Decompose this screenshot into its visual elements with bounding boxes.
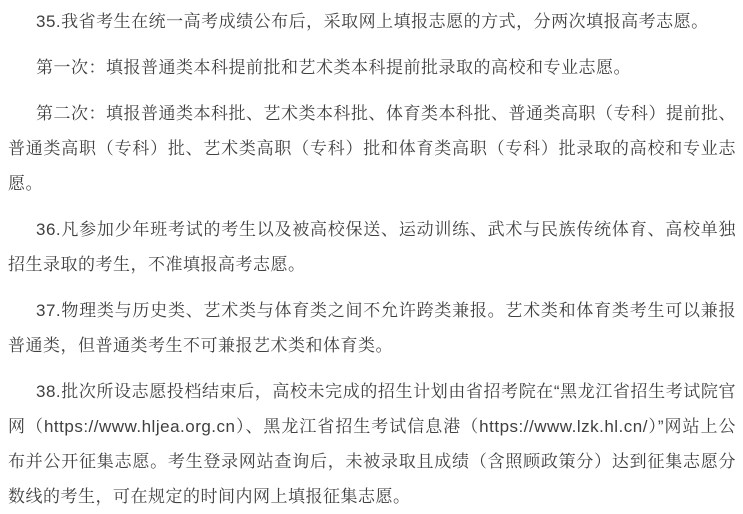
paragraph-first-round: 第一次：填报普通类本科提前批和艺术类本科提前批录取的高校和专业志愿。 [36, 58, 631, 77]
paragraph-item-37: 37.物理类与历史类、艺术类与体育类之间不允许跨类兼报。艺术类和体育类考生可以兼报普通类，但普通类考生不可兼报艺术类和体育类。 [8, 301, 736, 355]
paragraph-second-round: 第二次：填报普通类本科批、艺术类本科批、体育类本科批、普通类高职（专科）提前批、普通类高职（专科）批、艺术类高职（专科）批和体育类高职（专科）批录取的高校和专业志愿。 [8, 104, 736, 193]
paragraph-item-36: 36.凡参加少年班考试的考生以及被高校保送、运动训练、武术与民族传统体育、高校单独招生录取的考生，不准填报高考志愿。 [8, 220, 736, 274]
paragraph-item-35: 35.我省考生在统一高考成绩公布后，采取网上填报志愿的方式，分两次填报高考志愿。 [36, 12, 709, 31]
paragraph-item-38: 38.批次所设志愿投档结束后，高校未完成的招生计划由省招考院在“黑龙江省招生考试院官网（https://www.hljea.org.cn）、黑龙江省招生考试信息港（https://www.lzk.hl.cn/）”网站上公布并公开征集志愿。考生登录网站查询后，未被录取且成绩（含照顾政策分）达到征集志愿分数线的考生，可在规定的时间内网上填报征集志愿。 [8, 382, 736, 506]
